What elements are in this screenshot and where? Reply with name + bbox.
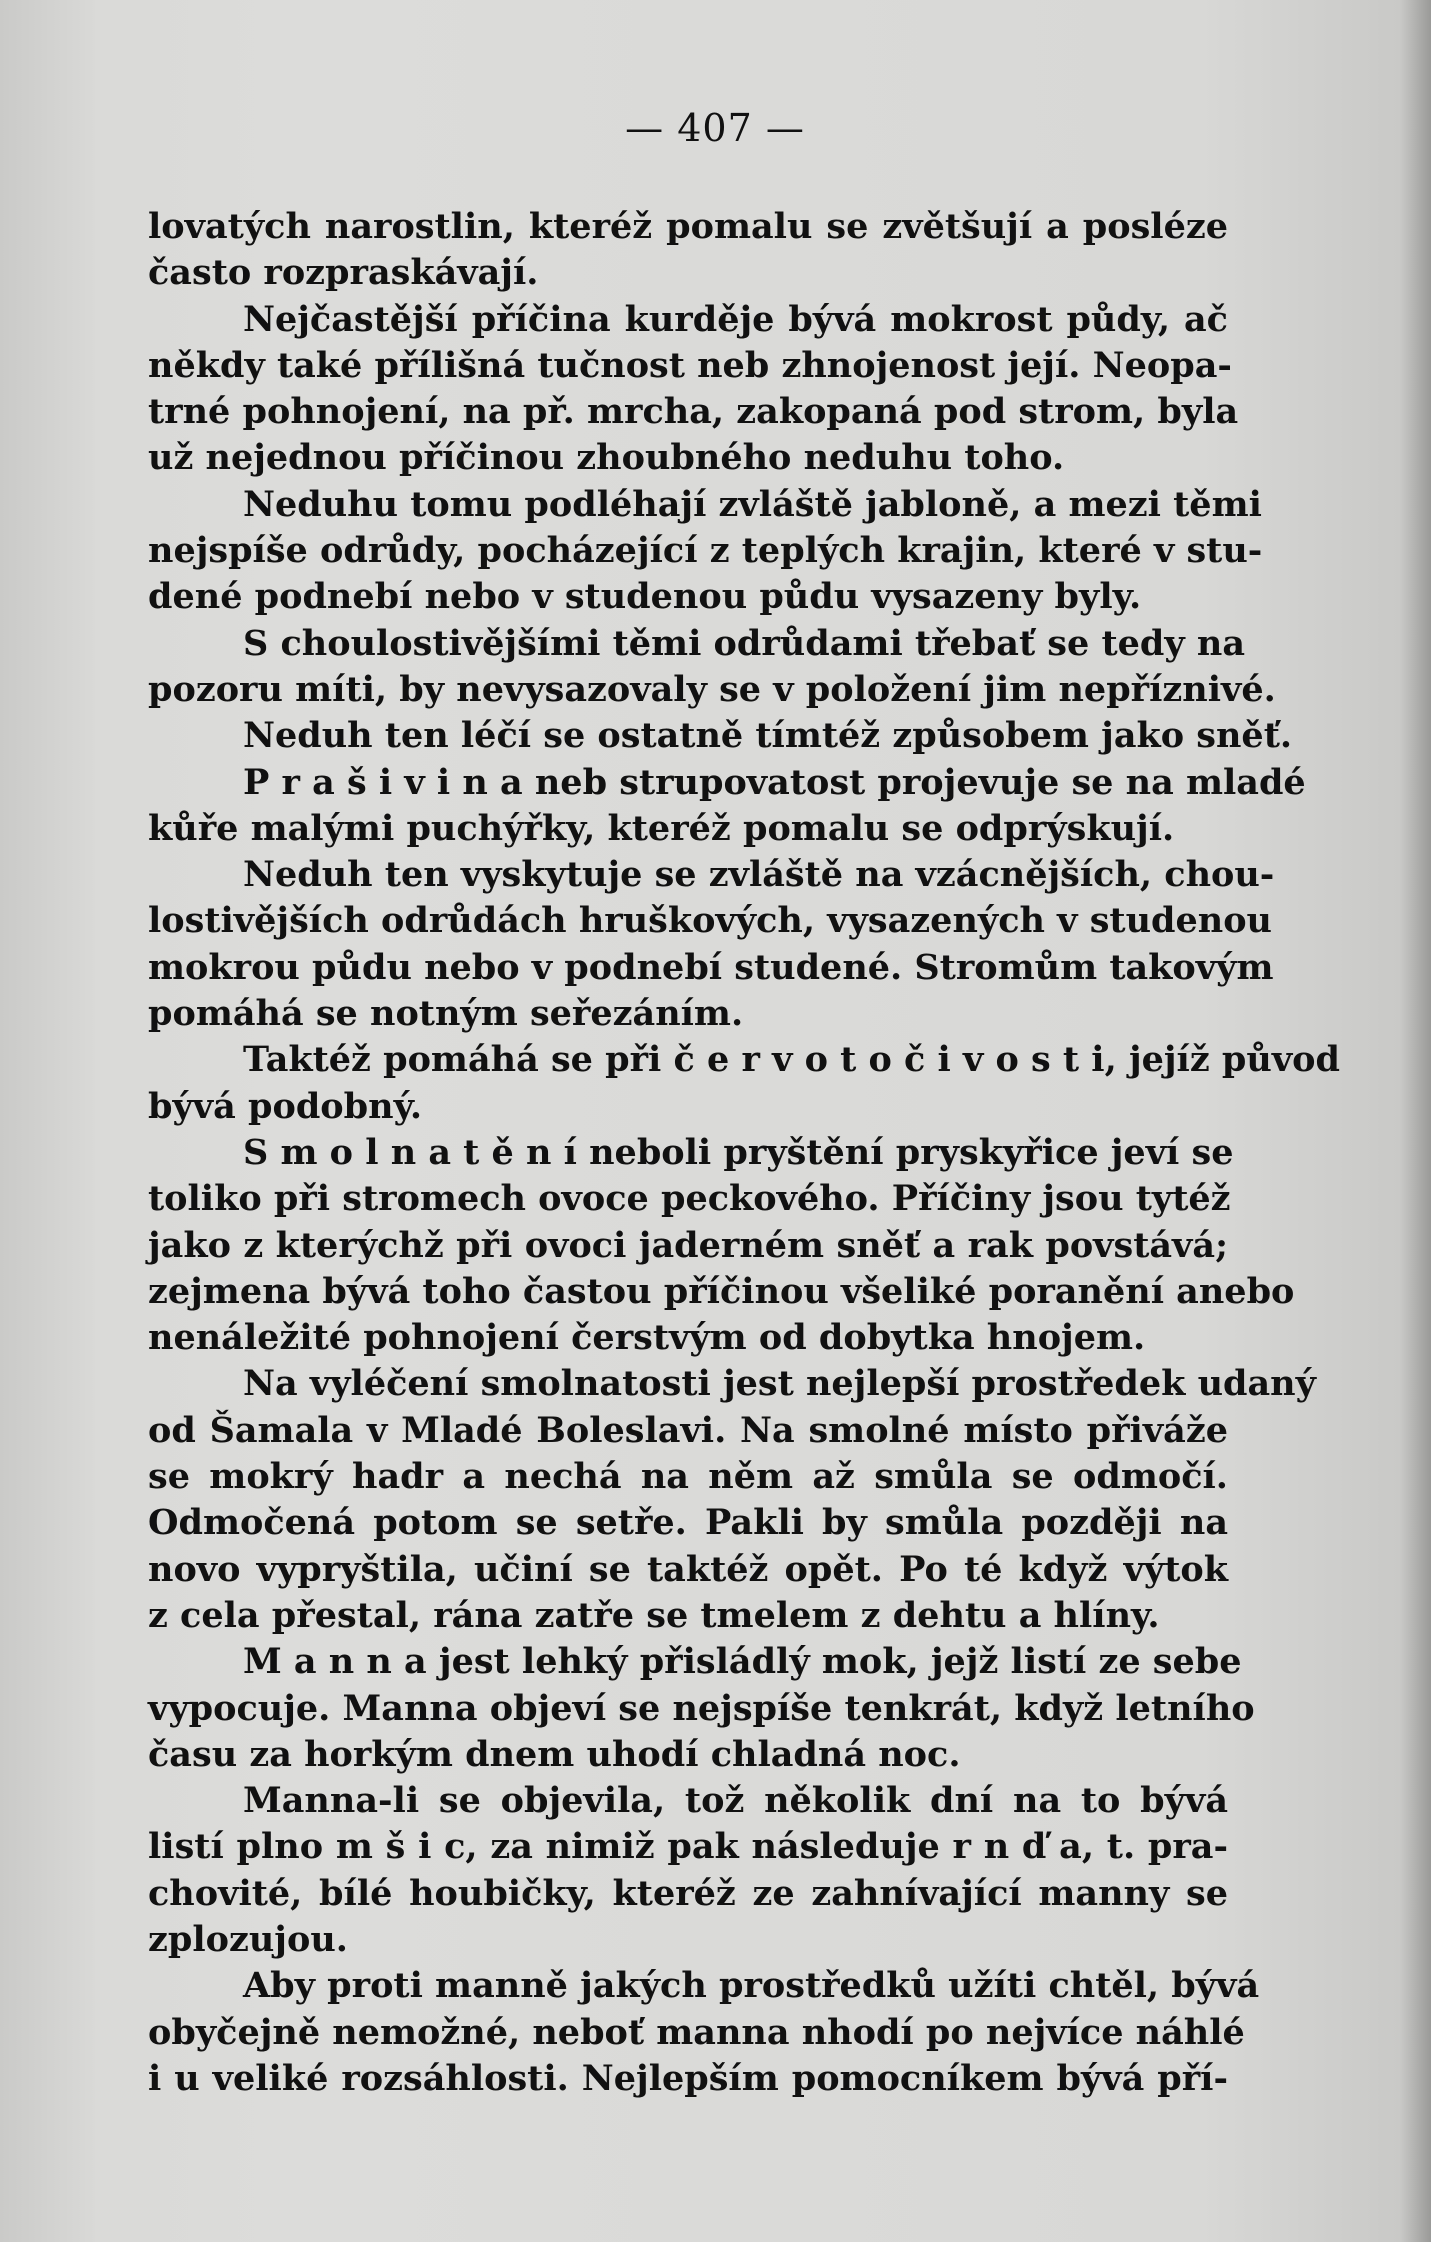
- text-line: S m o l n a t ě n í neboli pryštění pryskyřice jeví se: [243, 1131, 1234, 1173]
- text-line: P r a š i v i n a neb strupovatost projevuje se na mladé: [243, 761, 1306, 803]
- text-line: pomáhá se notným seřezáním.: [148, 993, 744, 1035]
- text-line: Na vyléčení smolnatosti jest nejlepší prostředek udaný: [243, 1363, 1316, 1405]
- text-line: mokrou půdu nebo v podnebí studené. Stromům takovým: [148, 946, 1274, 988]
- text-line: bývá podobný.: [148, 1085, 423, 1127]
- text-line: Nejčastější příčina kurděje bývá mokrost půdy, ač: [243, 298, 1228, 340]
- text-line: se mokrý hadr a nechá na něm až smůla se odmočí.: [148, 1456, 1228, 1498]
- text-line: Neduh ten léčí se ostatně tímtéž způsobem jako sněť.: [243, 715, 1293, 757]
- text-line: listí plno m š i c, za nimiž pak následuje r n ď a, t. pra-: [148, 1826, 1228, 1868]
- text-line: lovatých narostlin, kteréž pomalu se zvětšují a posléze: [148, 206, 1228, 247]
- text-line: lostivějších odrůdách hruškových, vysazených v studenou: [148, 900, 1272, 942]
- text-line: novo vypryštila, učiní se taktéž opět. Po té když výtok: [148, 1548, 1228, 1590]
- text-line: nejspíše odrůdy, pocházející z teplých krajin, které v stu-: [148, 530, 1263, 572]
- text-line: Taktéž pomáhá se při č e r v o t o č i v o s t i, jejíž původ: [243, 1039, 1340, 1081]
- text-line: z cela přestal, rána zatře se tmelem z dehtu a hlíny.: [148, 1594, 1160, 1636]
- text-line: i u veliké rozsáhlosti. Nejlepším pomocníkem bývá pří-: [148, 2057, 1228, 2099]
- page-number: — 407 —: [625, 106, 805, 150]
- text-line: nenáležité pohnojení čerstvým od dobytka hnojem.: [148, 1317, 1146, 1359]
- text-line: zplozujou.: [148, 1918, 348, 1960]
- text-line: pozoru míti, by nevysazovaly se v položení jim nepříznivé.: [148, 668, 1276, 710]
- text-line: jako z kterýchž při ovoci jaderném sněť a rak povstává;: [148, 1224, 1228, 1266]
- text-line: Neduhu tomu podléhají zvláště jabloně, a mezi těmi: [243, 483, 1262, 525]
- text-line: Manna-li se objevila, tož několik dní na to bývá: [243, 1780, 1228, 1822]
- text-line: trné pohnojení, na př. mrcha, zakopaná pod strom, byla: [148, 391, 1239, 433]
- text-line: toliko při stromech ovoce peckového. Příčiny jsou tytéž: [148, 1178, 1231, 1220]
- text-line: obyčejně nemožné, neboť manna nhodí po nejvíce náhlé: [148, 2011, 1245, 2053]
- body-text: [148, 204, 1340, 2102]
- text-line: často rozpraskávají.: [148, 252, 539, 294]
- text-line: S choulostivějšími těmi odrůdami třebať se tedy na: [243, 622, 1246, 664]
- text-line: dené podnebí nebo v studenou půdu vysazeny byly.: [148, 576, 1142, 618]
- text-line: zejmena bývá toho častou příčinou všeliké poranění anebo: [148, 1270, 1295, 1312]
- text-line: už nejednou příčinou zhoubného neduhu toho.: [148, 437, 1065, 479]
- text-line: kůře malými puchýřky, kteréž pomalu se odprýskují.: [148, 807, 1175, 849]
- text-line: vypocuje. Manna objeví se nejspíše tenkrát, když letního: [148, 1687, 1255, 1729]
- text-line: Odmočená potom se setře. Pakli by smůla později na: [148, 1502, 1228, 1544]
- text-line: Neduh ten vyskytuje se zvláště na vzácnějších, chou-: [243, 854, 1275, 896]
- text-line: někdy také přílišná tučnost neb zhnojenost její. Neopa-: [148, 344, 1232, 386]
- text-line: od Šamala v Mladé Boleslavi. Na smolné místo přiváže: [148, 1409, 1228, 1451]
- text-line: Aby proti manně jakých prostředků užíti chtěl, bývá: [243, 1965, 1260, 2007]
- text-line: času za horkým dnem uhodí chladná noc.: [148, 1733, 961, 1775]
- text-line: chovité, bílé houbičky, kteréž ze zahnívající manny se: [148, 1872, 1228, 1914]
- facing-page-edge: [0, 0, 95, 2242]
- text-line: M a n n a jest lehký přisládlý mok, jejž listí ze sebe: [243, 1641, 1242, 1683]
